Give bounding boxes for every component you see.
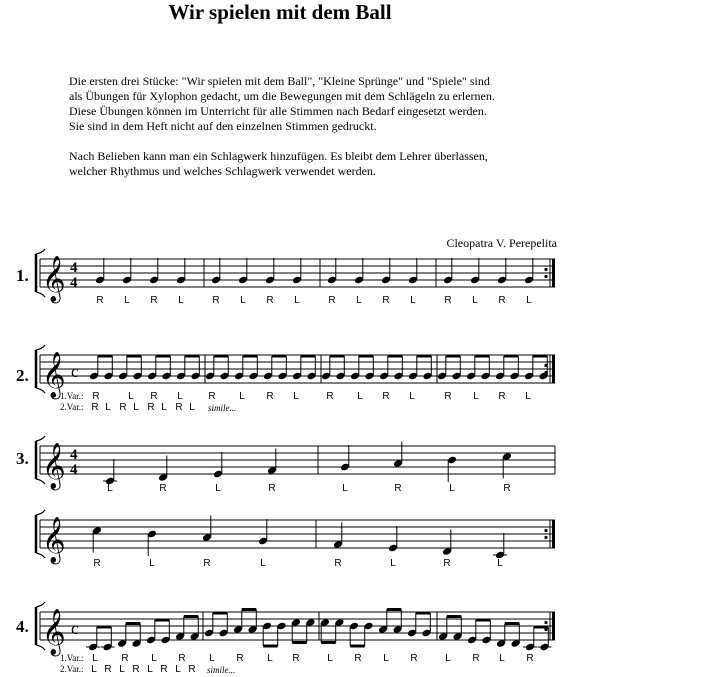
intro-line: Nach Belieben kann man ein Schlagwerk hinzufügen. Es bleibt dem Lehrer überlassen, xyxy=(69,149,488,163)
sticking-letter: R xyxy=(188,664,196,675)
sticking-letter: L xyxy=(175,664,181,675)
sticking-letter: L xyxy=(410,295,416,306)
bracket-hook xyxy=(36,510,45,515)
sticking-letter: L xyxy=(526,295,532,306)
sticking-letter: L xyxy=(161,402,167,413)
sticking-letter: R xyxy=(382,295,390,306)
sticking-letter: L xyxy=(267,653,273,664)
sticking-letter: L xyxy=(293,391,299,402)
bracket-hook xyxy=(36,249,45,254)
sticking-letter: L xyxy=(177,391,183,402)
sticking-letter: L xyxy=(449,483,455,494)
sticking-letter: R xyxy=(354,653,362,664)
sticking-letter: R xyxy=(328,295,336,306)
sticking-letter: R xyxy=(394,483,402,494)
sticking-letter: R xyxy=(526,653,534,664)
sticking-letter: R xyxy=(268,483,276,494)
sticking-letter: L xyxy=(105,402,111,413)
sticking-letter: L xyxy=(327,653,333,664)
treble-clef-icon: 𝄞 xyxy=(42,517,66,563)
repeat-dot xyxy=(544,529,547,532)
sticking-letter: L xyxy=(342,483,348,494)
sticking-letter: R xyxy=(443,558,451,569)
exercise-number-4: 4. xyxy=(16,617,29,636)
sticking-letter: R xyxy=(104,664,112,675)
sticking-letter: R xyxy=(326,391,334,402)
simile-text: simile... xyxy=(207,665,236,675)
common-time-icon: c xyxy=(71,362,79,381)
sticking-letter: L xyxy=(240,295,246,306)
sticking-letter: R xyxy=(121,653,129,664)
treble-clef-icon: 𝄞 xyxy=(42,352,66,398)
sticking-letter: R xyxy=(410,653,418,664)
sticking-letter: R xyxy=(178,653,186,664)
intro-line: als Übungen für Xylophon gedacht, um die Bewegungen mit dem Schlägeln zu erlernen. xyxy=(69,89,495,103)
sticking-letter: L xyxy=(215,483,221,494)
sticking-letter: L xyxy=(178,295,184,306)
sticking-letter: R xyxy=(498,295,506,306)
sticking-letter: R xyxy=(160,664,168,675)
sticking-letter: L xyxy=(499,653,505,664)
intro-line: Diese Übungen können im Unterricht für alle Stimmen nach Bedarf eingesetzt werden. xyxy=(69,104,487,118)
intro-line: Die ersten drei Stücke: "Wir spielen mit dem Ball", "Kleine Sprünge" und "Spiele" sind xyxy=(69,74,490,88)
sticking-letter: L xyxy=(107,483,113,494)
sticking-letter: R xyxy=(444,295,452,306)
staff xyxy=(36,510,555,565)
sticking-letter: L xyxy=(473,391,479,402)
repeat-dot xyxy=(544,621,547,624)
sticking-letter: L xyxy=(409,391,415,402)
sticking-letter: R xyxy=(503,483,511,494)
sticking-letter: L xyxy=(147,664,153,675)
sticking-letter: L xyxy=(149,558,155,569)
sticking-letter: R xyxy=(96,295,104,306)
sticking-letter: R xyxy=(472,653,480,664)
bracket-hook xyxy=(36,436,45,441)
sticking-letter: R xyxy=(292,653,300,664)
sticking-letter: L xyxy=(133,402,139,413)
sticking-letter: L xyxy=(383,653,389,664)
page-title: Wir spielen mit dem Ball xyxy=(168,0,392,24)
sticking-letter: R xyxy=(203,558,211,569)
sticking-letter: L xyxy=(239,391,245,402)
common-time-icon: c xyxy=(71,619,79,638)
time-signature-bottom: 4 xyxy=(70,275,78,291)
sticking-letter: L xyxy=(472,295,478,306)
exercise-number-3: 3. xyxy=(16,449,29,468)
sticking-letter: R xyxy=(119,402,127,413)
sticking-letter: L xyxy=(128,391,134,402)
sticking-letter: R xyxy=(147,402,155,413)
sticking-letter: L xyxy=(294,295,300,306)
sticking-letter: R xyxy=(159,483,167,494)
sticking-letter: R xyxy=(334,558,342,569)
time-signature-bottom: 4 xyxy=(70,462,78,478)
sticking-letter: L xyxy=(189,402,195,413)
sticking-letter: L xyxy=(525,391,531,402)
sticking-letter: L xyxy=(91,664,97,675)
simile-text: simile... xyxy=(208,403,237,413)
sticking-letter: L xyxy=(119,664,125,675)
intro-line: Sie sind in dem Heft nicht auf den einzelnen Stimmen gedruckt. xyxy=(69,119,377,133)
sticking-letter: L xyxy=(445,653,451,664)
repeat-dot xyxy=(544,275,547,278)
sticking-letter: L xyxy=(209,653,215,664)
sticking-letter: R xyxy=(266,295,274,306)
sticking-letter: L xyxy=(357,391,363,402)
sticking-letter: R xyxy=(444,391,452,402)
sticking-letter: R xyxy=(382,391,390,402)
staff xyxy=(36,602,555,657)
treble-clef-icon: 𝄞 xyxy=(42,609,66,655)
sticking-letter: R xyxy=(212,295,220,306)
sticking-letter: R xyxy=(498,391,506,402)
composer-name: Cleopatra V. Perepelita xyxy=(446,236,557,250)
sticking-letter: R xyxy=(175,402,183,413)
sticking-letter: L xyxy=(92,653,98,664)
sticking-letter: L xyxy=(260,558,266,569)
sticking-letter: R xyxy=(150,391,158,402)
variant-1-label: 1.Var.: xyxy=(60,391,84,401)
sticking-letter: L xyxy=(390,558,396,569)
bracket-hook xyxy=(36,602,45,607)
variant-2-label: 2.Var.: xyxy=(60,402,84,412)
sticking-letter: R xyxy=(93,558,101,569)
sticking-letter: R xyxy=(266,391,274,402)
time-signature-top: 4 xyxy=(70,447,78,463)
sticking-letter: L xyxy=(151,653,157,664)
repeat-dot xyxy=(544,268,547,271)
sticking-letter: R xyxy=(150,295,158,306)
sticking-letter: R xyxy=(208,391,216,402)
repeat-dot xyxy=(544,536,547,539)
variant-2-label: 2.Var.: xyxy=(60,664,84,674)
sticking-letter: L xyxy=(356,295,362,306)
time-signature-top: 4 xyxy=(70,260,78,276)
intro-line: welcher Rhythmus und welches Schlagwerk verwendet werden. xyxy=(69,164,376,178)
sticking-letter: L xyxy=(124,295,130,306)
sticking-letter: R xyxy=(91,402,99,413)
exercise-number-2: 2. xyxy=(16,366,29,385)
bracket-hook xyxy=(36,345,45,350)
treble-clef-icon: 𝄞 xyxy=(42,443,66,489)
sticking-letter: R xyxy=(132,664,140,675)
exercise-number-1: 1. xyxy=(16,266,29,285)
sticking-letter: L xyxy=(497,558,503,569)
treble-clef-icon: 𝄞 xyxy=(42,256,66,302)
sticking-letter: R xyxy=(92,391,100,402)
sticking-letter: R xyxy=(236,653,244,664)
variant-1-label: 1.Var.: xyxy=(60,653,84,663)
